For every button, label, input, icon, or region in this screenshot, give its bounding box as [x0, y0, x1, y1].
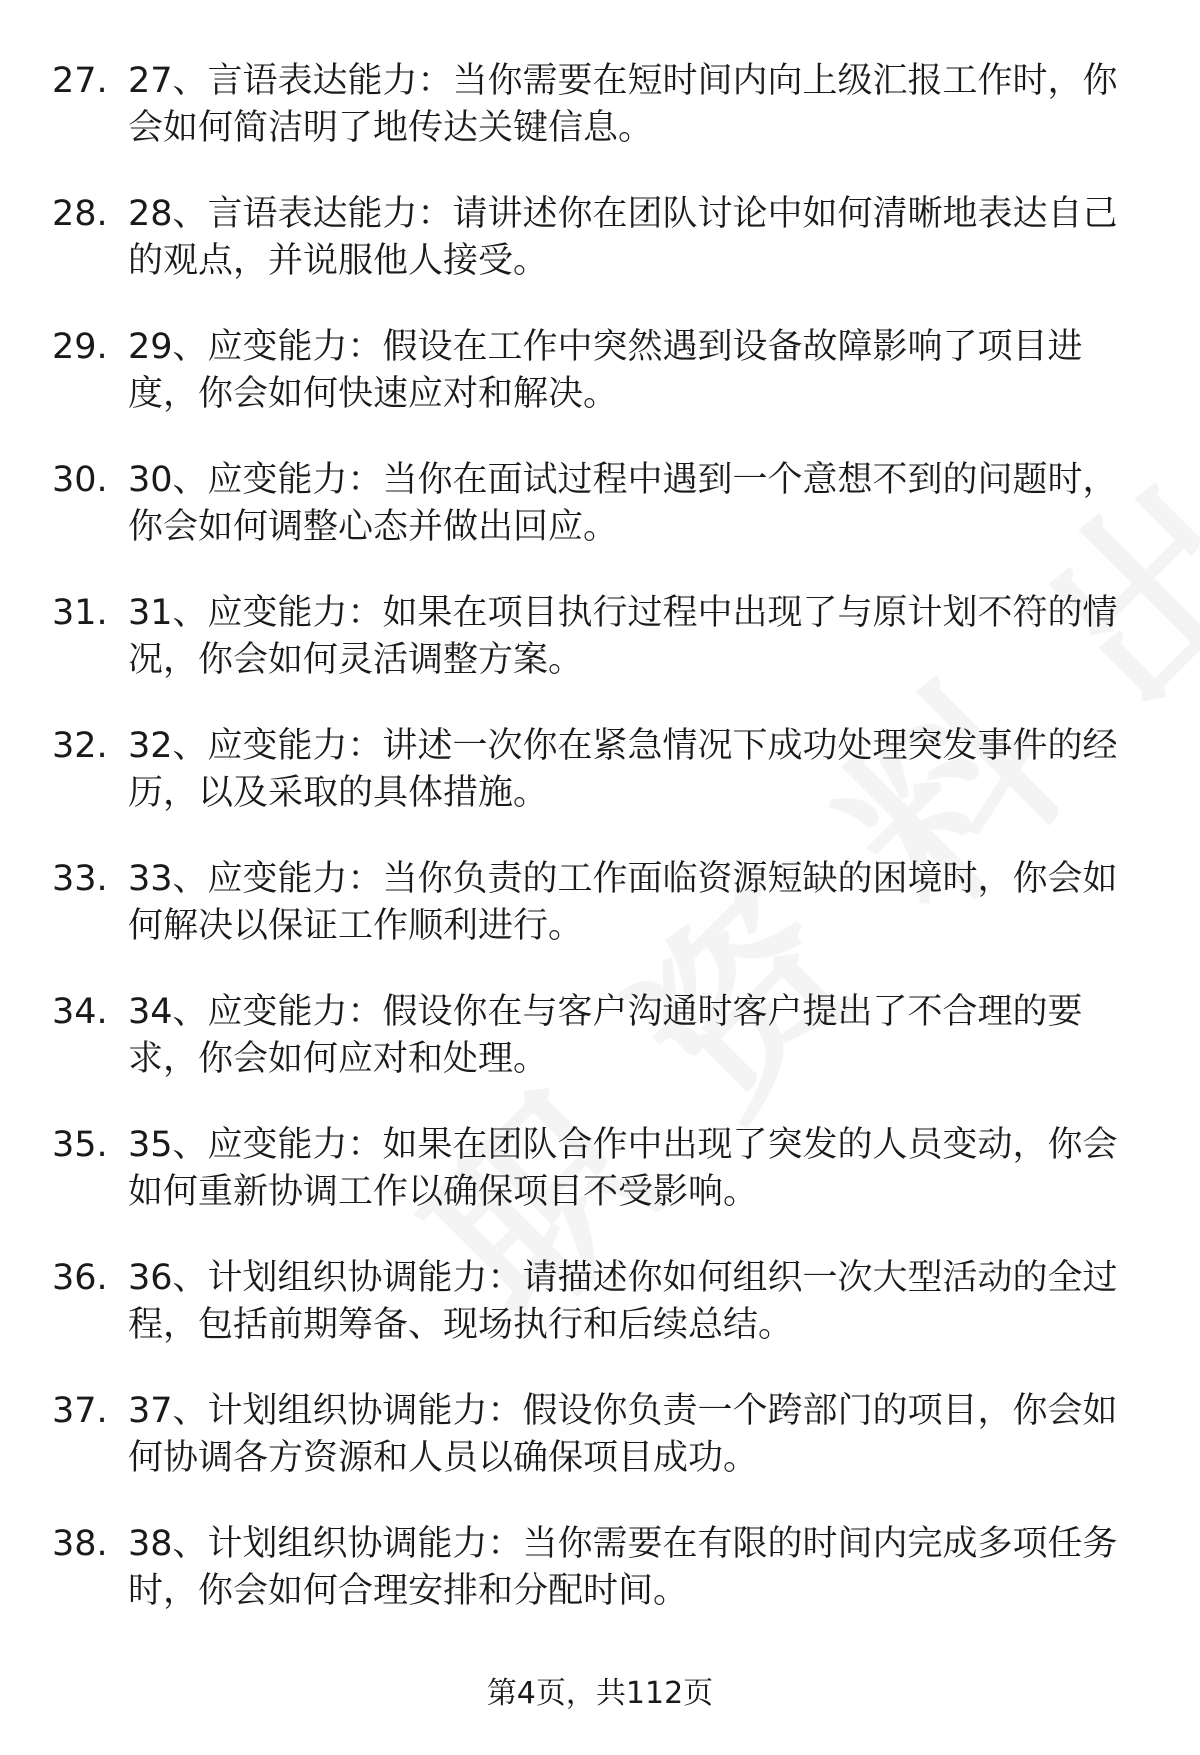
item-number: 31.: [52, 593, 108, 633]
list-item: [52, 324, 1152, 457]
item-text: 27、言语表达能力：当你需要在短时间内向上级汇报工作时，你会如何简洁明了地传达关键信息。: [128, 61, 1118, 148]
question-list: [52, 58, 1152, 1654]
item-text: 38、计划组织协调能力：当你需要在有限的时间内完成多项任务时，你会如何合理安排和分配时间。: [128, 1524, 1118, 1611]
item-number: 30.: [52, 460, 108, 500]
item-number: 38.: [52, 1524, 108, 1564]
item-number: 33.: [52, 859, 108, 899]
item-text: 30、应变能力：当你在面试过程中遇到一个意想不到的问题时，你会如何调整心态并做出回应。: [128, 460, 1118, 547]
item-text: 29、应变能力：假设在工作中突然遇到设备故障影响了项目进度，你会如何快速应对和解决。: [128, 327, 1083, 414]
item-text: 37、计划组织协调能力：假设你负责一个跨部门的项目，你会如何协调各方资源和人员以确保项目成功。: [128, 1391, 1118, 1478]
list-item: [52, 191, 1152, 324]
item-number: 34.: [52, 992, 108, 1032]
item-number: 28.: [52, 194, 108, 234]
list-item: [52, 58, 1152, 191]
item-number: 29.: [52, 327, 108, 367]
item-number: 35.: [52, 1125, 108, 1165]
list-item: [52, 856, 1152, 989]
list-item: [52, 1521, 1152, 1654]
list-item: [52, 1388, 1152, 1521]
list-item: [52, 989, 1152, 1122]
item-text: 28、言语表达能力：请讲述你在团队讨论中如何清晰地表达自己的观点，并说服他人接受。: [128, 194, 1118, 281]
page-number-footer: 第4页，共112页: [486, 1676, 714, 1711]
list-item: [52, 723, 1152, 856]
list-item: [52, 590, 1152, 723]
item-number: 32.: [52, 726, 108, 766]
list-item: [52, 457, 1152, 590]
list-item: [52, 1122, 1152, 1255]
item-text: 35、应变能力：如果在团队合作中出现了突发的人员变动，你会如何重新协调工作以确保项目不受影响。: [128, 1125, 1118, 1212]
item-number: 36.: [52, 1258, 108, 1298]
item-text: 34、应变能力：假设你在与客户沟通时客户提出了不合理的要求，你会如何应对和处理。: [128, 992, 1083, 1079]
item-text: 33、应变能力：当你负责的工作面临资源短缺的困境时，你会如何解决以保证工作顺利进行。: [128, 859, 1118, 946]
item-number: 27.: [52, 61, 108, 101]
item-text: 31、应变能力：如果在项目执行过程中出现了与原计划不符的情况，你会如何灵活调整方案。: [128, 593, 1118, 680]
item-number: 37.: [52, 1391, 108, 1431]
item-text: 32、应变能力：讲述一次你在紧急情况下成功处理突发事件的经历，以及采取的具体措施。: [128, 726, 1118, 813]
list-item: [52, 1255, 1152, 1388]
item-text: 36、计划组织协调能力：请描述你如何组织一次大型活动的全过程，包括前期筹备、现场执行和后续总结。: [128, 1258, 1118, 1345]
